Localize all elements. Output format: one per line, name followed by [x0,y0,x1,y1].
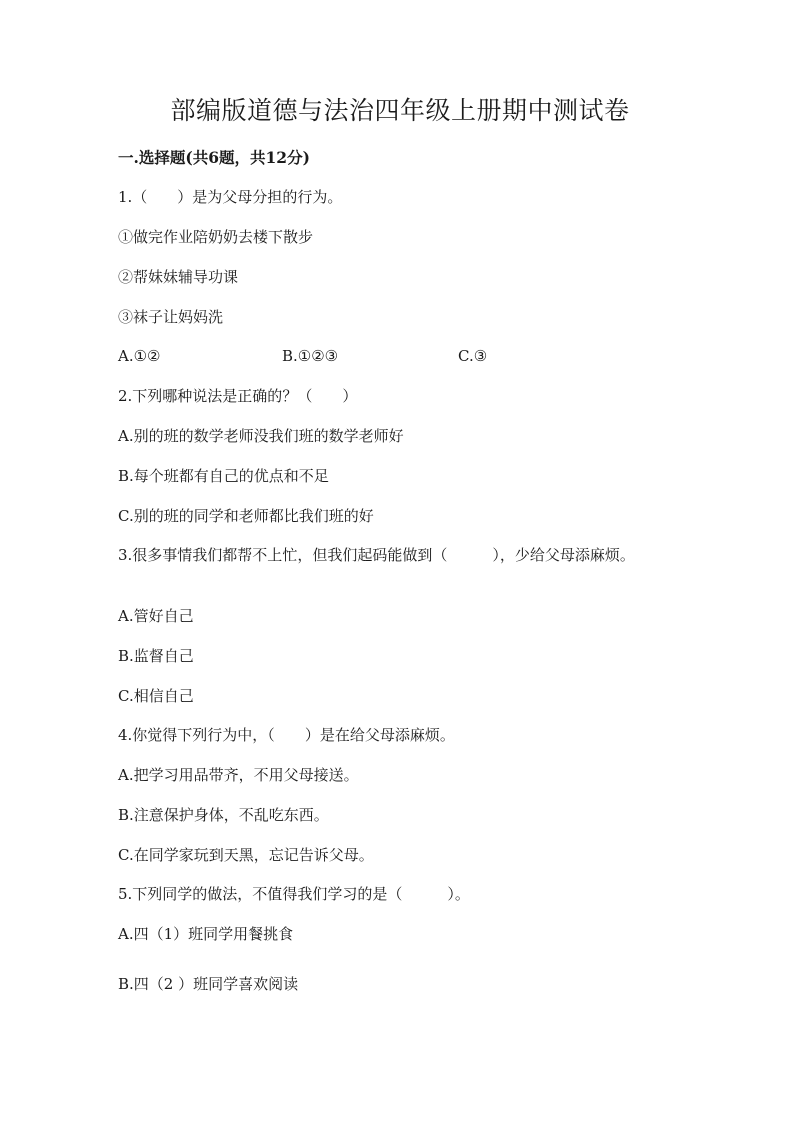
question-1-option-a: A.①② [118,347,161,365]
question-4-option-c: C.在同学家玩到天黑，忘记告诉父母。 [118,846,374,864]
question-3-option-b: B.监督自己 [118,647,194,665]
question-1-option-c: C.③ [458,347,488,365]
question-1-item-3: ③袜子让妈妈洗 [118,308,224,326]
question-2-stem: 2.下列哪种说法是正确的？（ ） [118,387,358,405]
question-3-stem: 3.很多事情我们都帮不上忙，但我们起码能做到（ ），少给父母添麻烦。 [118,546,635,564]
section-header: 一.选择题(共6题，共12分) [118,148,310,167]
question-4-stem: 4.你觉得下列行为中，（ ）是在给父母添麻烦。 [118,726,455,744]
page-title: 部编版道德与法治四年级上册期中测试卷 [170,96,630,125]
question-5-option-a: A.四（1）班同学用餐挑食 [118,925,294,943]
question-1-option-b: B.①②③ [282,347,339,365]
question-4-option-a: A.把学习用品带齐，不用父母接送。 [118,766,359,784]
question-3-option-c: C.相信自己 [118,687,194,705]
question-2-option-b: B.每个班都有自己的优点和不足 [118,467,329,485]
question-1-stem: 1.（ ）是为父母分担的行为。 [118,188,343,206]
question-4-option-b: B.注意保护身体，不乱吃东西。 [118,806,329,824]
question-3-option-a: A.管好自己 [118,607,194,625]
question-5-stem: 5.下列同学的做法，不值得我们学习的是（ ）。 [118,885,470,903]
question-2-option-a: A.别的班的数学老师没我们班的数学老师好 [118,427,404,445]
question-2-option-c: C.别的班的同学和老师都比我们班的好 [118,507,374,525]
question-1-item-1: ①做完作业陪奶奶去楼下散步 [118,228,314,246]
question-1-item-2: ②帮妹妹辅导功课 [118,268,239,286]
question-5-option-b: B.四（2 ）班同学喜欢阅读 [118,975,299,993]
